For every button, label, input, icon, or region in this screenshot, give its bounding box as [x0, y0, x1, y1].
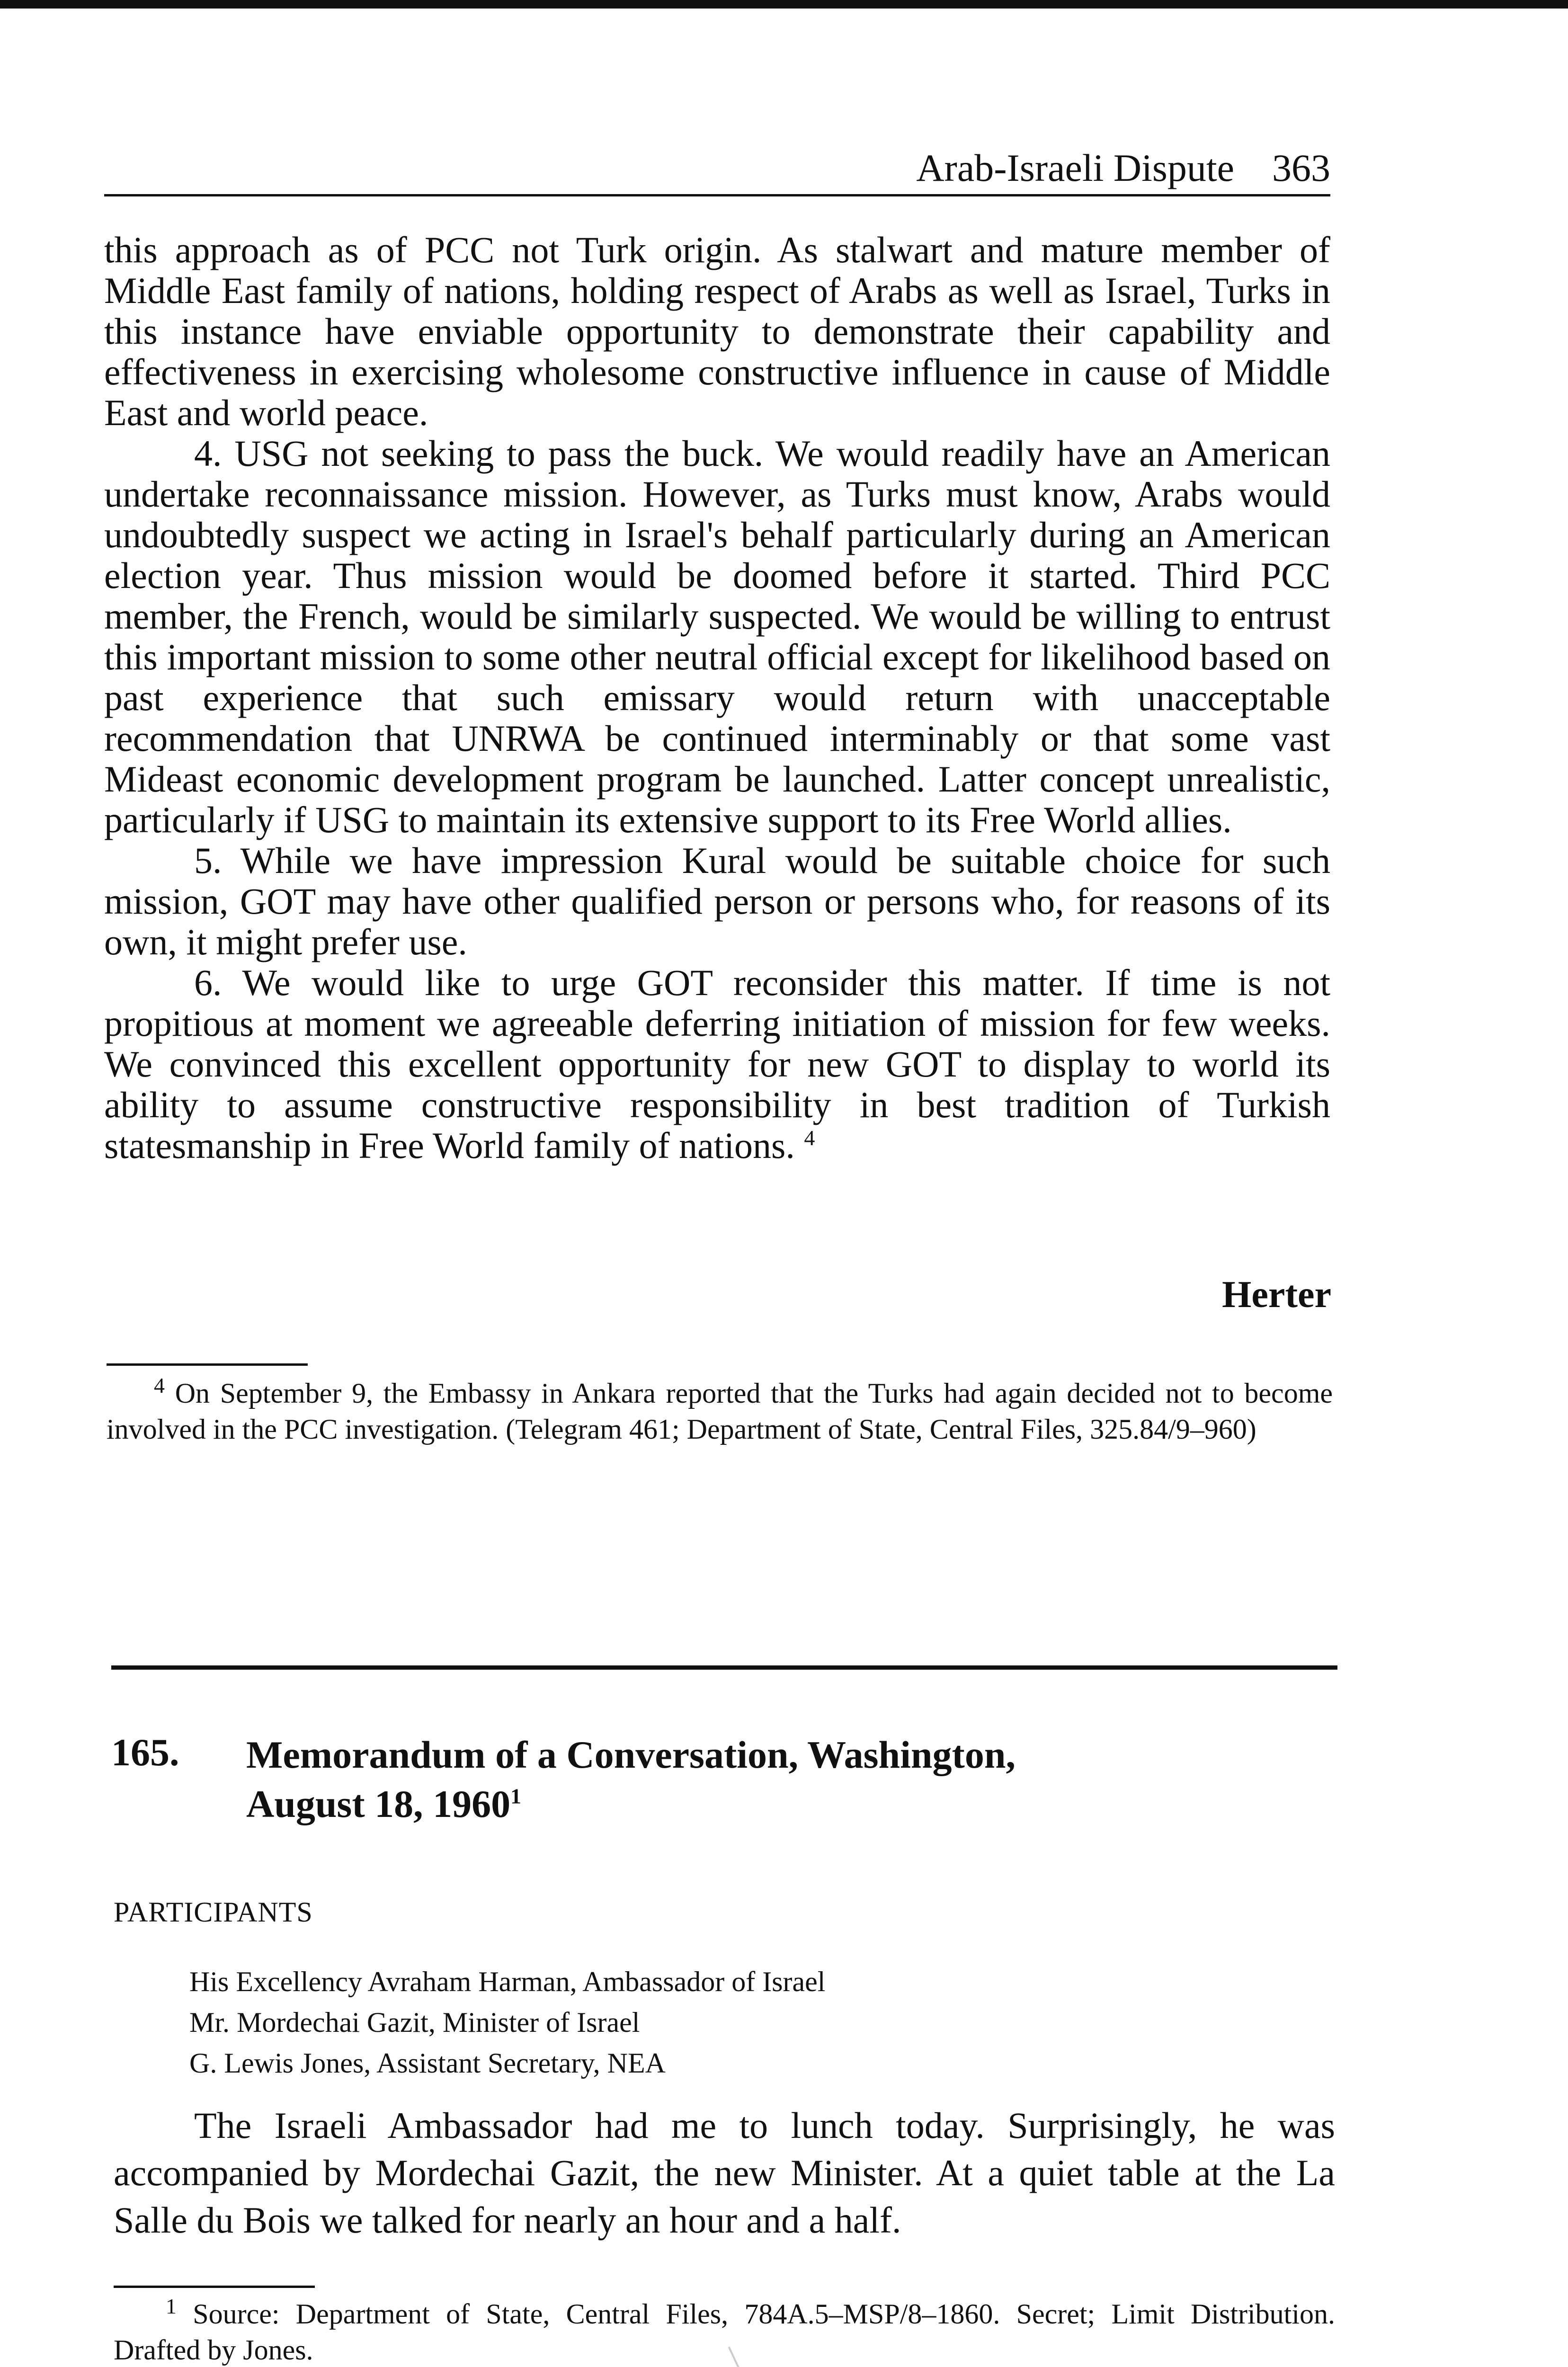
continuation-text: [104, 230, 1330, 1166]
footnote-rule-2: [114, 2286, 315, 2288]
footnote-rule: [107, 1363, 308, 1366]
footnote-1: [114, 2296, 1335, 2367]
document-number: 165.: [111, 1731, 179, 1774]
signature: Herter: [1222, 1274, 1331, 1316]
paragraph-5: 5. While we have impression Kural would be suitable choice for such mission, GOT may have other qualified person or persons who, for reasons of its own, it might prefer use.: [104, 840, 1330, 962]
participant-jones: G. Lewis Jones, Assistant Secretary, NEA: [189, 2047, 666, 2079]
running-title: Arab-Israeli Dispute: [916, 146, 1234, 189]
document-title-line1: Memorandum of a Conversation, Washington,: [246, 1733, 1016, 1776]
footnote-1-text: Source: Department of State, Central Files, 784A.5–MSP/8–1860. Secret; Limit Distribution. Drafted by Jones.: [114, 2298, 1336, 2366]
paragraph-6: [104, 962, 1330, 1166]
document-title-line2-wrap: [246, 1780, 1240, 1829]
page-number: 363: [1272, 146, 1330, 189]
memorandum-paragraph: The Israeli Ambassador had me to lunch today. Surprisingly, he was accompanied by Mordechai Gazit, the new Minister. At a quiet table at the La Salle du Bois we talked for nearly an hour and a half.: [114, 2105, 1335, 2241]
participants-list: [189, 1961, 825, 2083]
footnote-ref-4[interactable]: 4: [804, 1126, 815, 1150]
participant-harman: His Excellency Avraham Harman, Ambassador of Israel: [189, 1966, 826, 1997]
page-top-border: [0, 0, 1568, 9]
participants-label: PARTICIPANTS: [114, 1896, 313, 1928]
footnote-1-marker: 1: [166, 2294, 177, 2318]
participant-gazit: Mr. Mordechai Gazit, Minister of Israel: [189, 2007, 640, 2038]
section-divider: [111, 1665, 1337, 1670]
footnote-4-text: On September 9, the Embassy in Ankara reported that the Turks had again decided not to become involved in the PCC investigation. (Telegram 461; Department of State, Central Files, 325.84/9–960): [107, 1378, 1333, 1445]
footnote-4: [107, 1375, 1333, 1447]
footnote-4-marker: 4: [154, 1373, 165, 1397]
paragraph-continuation: this approach as of PCC not Turk origin. As stalwart and mature member of Middle East family of nations, holding respect of Arabs as well as Israel, Turks in this instance have enviable opportunity to demonstrate their capability and effectiveness in exercising wholesome constructive influence in cause of Middle East and world peace.: [104, 229, 1330, 433]
paragraph-4: 4. USG not seeking to pass the buck. We would readily have an American undertake reconnaissance mission. However, as Turks must know, Arabs would undoubtedly suspect we acting in Israel's behalf particularly during an American election year. Thus mission would be doomed before it started. Third PCC member, the French, would be similarly suspected. We would be willing to entrust this important mission to some other neutral official except for likelihood based on past experience that such emissary would return with unacceptable recommendation that UNRWA be continued interminably or that some vast Mideast economic development program be launched. Latter concept unrealistic, particularly if USG to maintain its extensive support to its Free World allies.: [104, 433, 1330, 840]
document-title: [246, 1730, 1240, 1829]
document-title-line2: August 18, 1960: [246, 1782, 511, 1825]
footnote-ref-1[interactable]: 1: [510, 1784, 522, 1808]
running-header: [104, 142, 1330, 196]
paragraph-6-text: 6. We would like to urge GOT reconsider this matter. If time is not propitious at moment we agreeable deferring initiation of mission for few weeks. We convinced this excellent opportunity for new GOT to display to world its ability to assume constructive responsibility in best tradition of Turkish statesmanship in Free World family of nations.: [104, 962, 1330, 1166]
